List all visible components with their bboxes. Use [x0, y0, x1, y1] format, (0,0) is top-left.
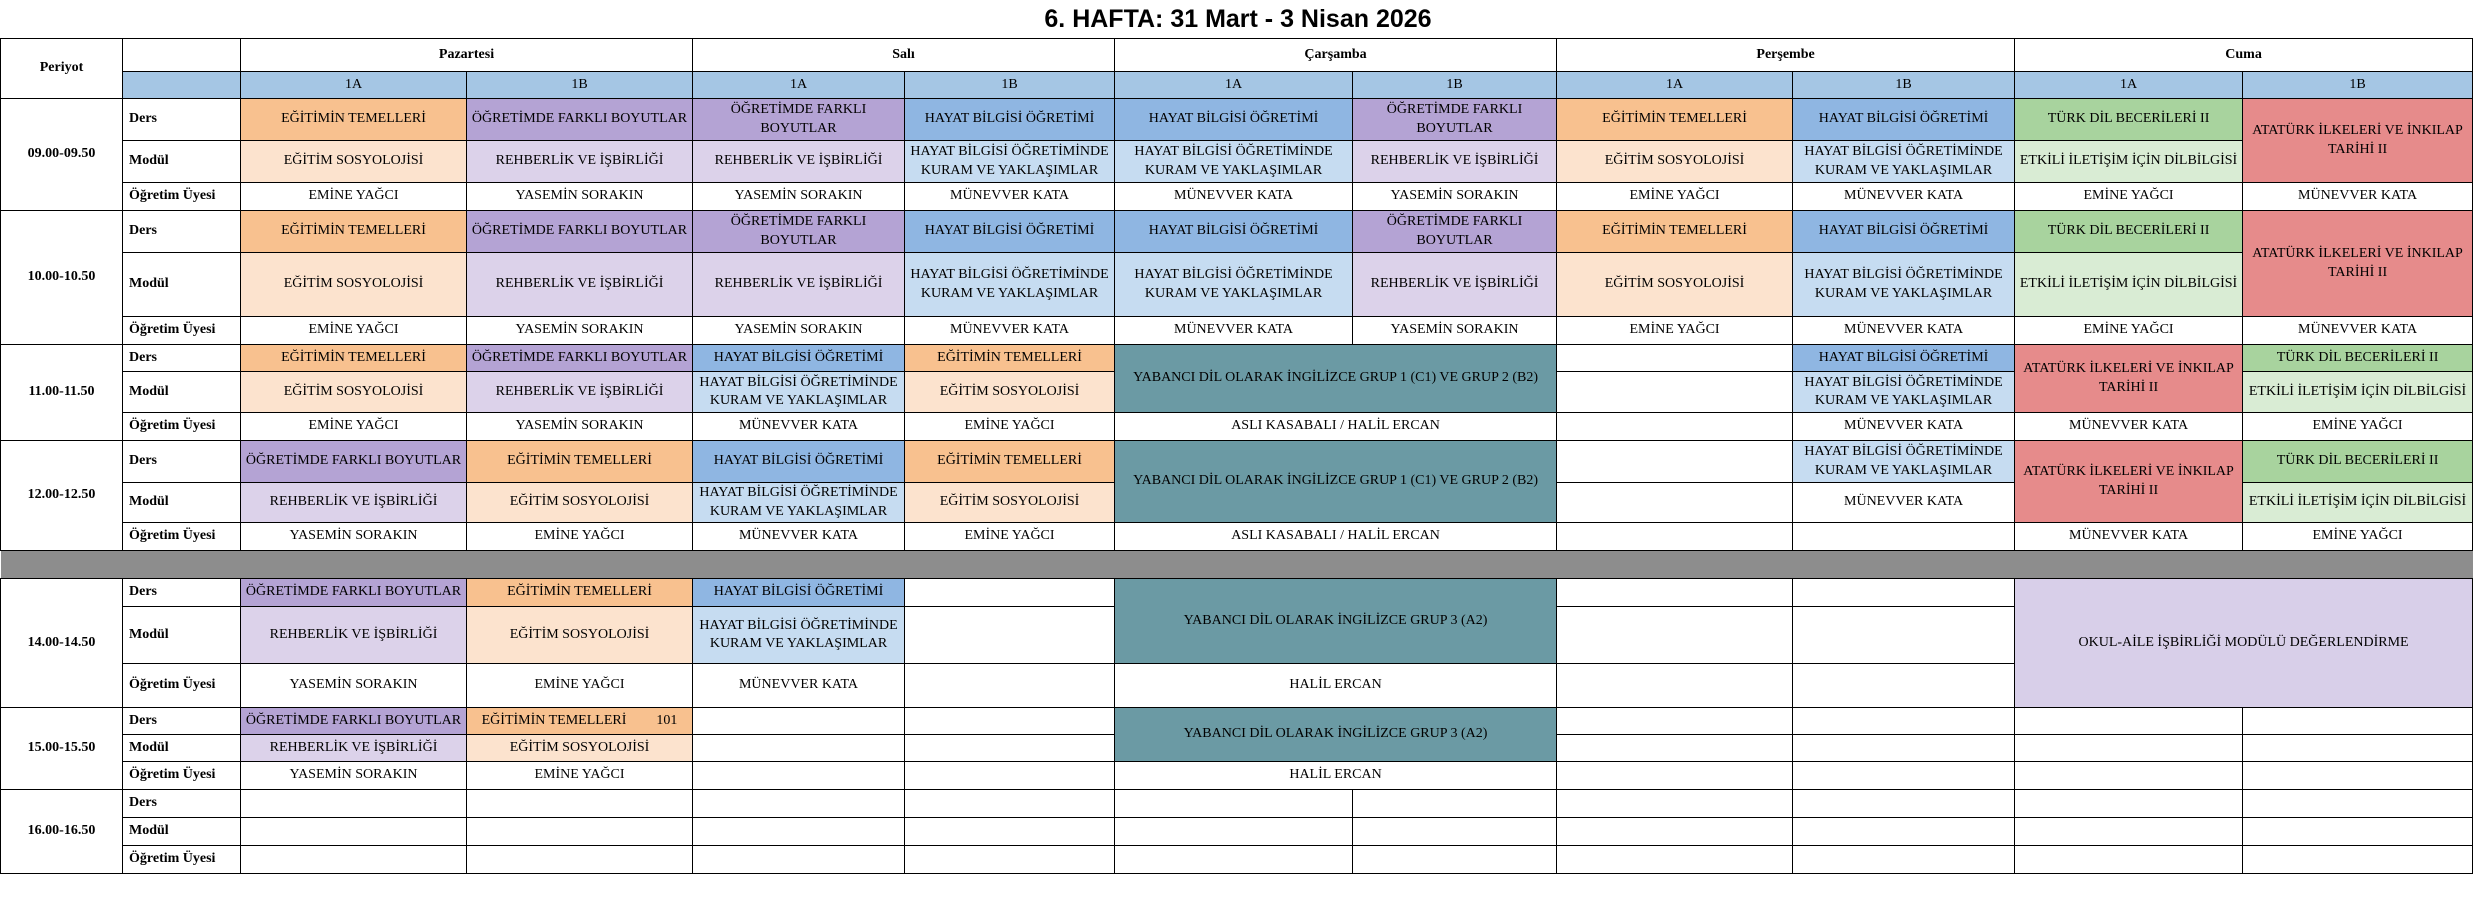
teacher-cell: EMİNE YAĞCI: [241, 183, 467, 211]
course-cell: YABANCI DİL OLARAK İNGİLİZCE GRUP 3 (A2): [1115, 579, 1557, 664]
teacher-cell: MÜNEVVER KATA: [2015, 413, 2243, 441]
day-pazartesi: Pazartesi: [241, 39, 693, 72]
empty-cell: [905, 818, 1115, 846]
empty-cell: [1793, 762, 2015, 790]
empty-cell: [1793, 818, 2015, 846]
module-cell: EĞİTİM SOSYOLOJİSİ: [241, 372, 467, 413]
course-cell: ÖĞRETİMDE FARKLI BOYUTLAR: [467, 99, 693, 141]
empty-cell: [905, 607, 1115, 664]
empty-cell: [1557, 579, 1793, 607]
empty-cell: [1557, 483, 1793, 523]
teacher-cell: EMİNE YAĞCI: [2015, 317, 2243, 345]
teacher-cell: EMİNE YAĞCI: [2015, 183, 2243, 211]
table-row: [1, 413, 2473, 441]
module-cell: REHBERLİK VE İŞBİRLİĞİ: [241, 735, 467, 762]
course-cell: ÖĞRETİMDE FARKLI BOYUTLAR: [693, 99, 905, 141]
teacher-cell: YASEMİN SORAKIN: [467, 317, 693, 345]
day-persembe: Perşembe: [1557, 39, 2015, 72]
empty-cell: [2015, 735, 2243, 762]
empty-cell: [2243, 818, 2473, 846]
period-label: 14.00-14.50: [1, 579, 123, 708]
teacher-cell: ASLI KASABALI / HALİL ERCAN: [1115, 523, 1557, 551]
empty-cell: [2015, 708, 2243, 735]
empty-cell: [241, 818, 467, 846]
table-row: [1, 211, 2473, 253]
empty-cell: [1793, 735, 2015, 762]
empty-cell: [1557, 818, 1793, 846]
row-label-ogretim-uyesi: Öğretim Üyesi: [123, 846, 241, 874]
empty-cell: [2243, 762, 2473, 790]
teacher-cell: MÜNEVVER KATA: [693, 523, 905, 551]
empty-cell: [1557, 790, 1793, 818]
teacher-cell: HALİL ERCAN: [1115, 762, 1557, 790]
row-label-ders: Ders: [123, 345, 241, 372]
row-label-modul: Modül: [123, 818, 241, 846]
course-cell: HAYAT BİLGİSİ ÖĞRETİMİ: [1793, 211, 2015, 253]
empty-cell: [1557, 664, 1793, 708]
group-1b: 1B: [905, 72, 1115, 99]
module-cell: EĞİTİM SOSYOLOJİSİ: [241, 253, 467, 317]
course-cell: YABANCI DİL OLARAK İNGİLİZCE GRUP 3 (A2): [1115, 708, 1557, 762]
module-cell: HAYAT BİLGİSİ ÖĞRETİMİNDE KURAM VE YAKLAŞIMLAR: [905, 141, 1115, 183]
module-cell: ETKİLİ İLETİŞİM İÇİN DİLBİLGİSİ: [2015, 253, 2243, 317]
empty-cell: [1115, 846, 1353, 874]
empty-cell: [693, 762, 905, 790]
course-cell: HAYAT BİLGİSİ ÖĞRETİMİ: [1793, 99, 2015, 141]
table-row: [1, 253, 2473, 317]
course-cell: EĞİTİMİN TEMELLERİ: [241, 211, 467, 253]
table-row: [1, 345, 2473, 372]
empty-cell: [1557, 441, 1793, 483]
teacher-cell: MÜNEVVER KATA: [1793, 183, 2015, 211]
module-cell: REHBERLİK VE İŞBİRLİĞİ: [241, 607, 467, 664]
empty-cell: [467, 818, 693, 846]
empty-cell: [1557, 846, 1793, 874]
course-cell: EĞİTİMİN TEMELLERİ: [1557, 99, 1793, 141]
row-label-ders: Ders: [123, 790, 241, 818]
teacher-cell: EMİNE YAĞCI: [905, 523, 1115, 551]
empty-cell: [467, 846, 693, 874]
course-name: EĞİTİMİN TEMELLERİ: [481, 712, 627, 728]
module-cell: REHBERLİK VE İŞBİRLİĞİ: [467, 372, 693, 413]
module-cell: EĞİTİM SOSYOLOJİSİ: [1557, 253, 1793, 317]
empty-cell: [905, 762, 1115, 790]
module-cell: HAYAT BİLGİSİ ÖĞRETİMİNDE KURAM VE YAKLAŞIMLAR: [1793, 253, 2015, 317]
empty-cell: [1115, 818, 1353, 846]
course-cell: ÖĞRETİMDE FARKLI BOYUTLAR: [241, 708, 467, 735]
group-1b: 1B: [467, 72, 693, 99]
group-1a: 1A: [1557, 72, 1793, 99]
table-row: [1, 141, 2473, 183]
module-cell: EĞİTİM SOSYOLOJİSİ: [467, 607, 693, 664]
row-label-ogretim-uyesi: Öğretim Üyesi: [123, 523, 241, 551]
empty-cell: [2243, 708, 2473, 735]
period-label: 15.00-15.50: [1, 708, 123, 790]
period-label: 09.00-09.50: [1, 99, 123, 211]
empty-cell: [1793, 523, 2015, 551]
group-1b: 1B: [1793, 72, 2015, 99]
blank-header: [123, 39, 241, 72]
course-cell: ÖĞRETİMDE FARKLI BOYUTLAR: [241, 579, 467, 607]
teacher-cell: MÜNEVVER KATA: [1793, 413, 2015, 441]
row-label-ders: Ders: [123, 441, 241, 483]
module-cell: EĞİTİM SOSYOLOJİSİ: [467, 483, 693, 523]
row-label-modul: Modül: [123, 141, 241, 183]
module-cell: REHBERLİK VE İŞBİRLİĞİ: [1353, 141, 1557, 183]
empty-cell: [693, 818, 905, 846]
course-cell: HAYAT BİLGİSİ ÖĞRETİMİ: [693, 441, 905, 483]
table-row: [1, 579, 2473, 607]
table-row: [1, 523, 2473, 551]
course-cell: TÜRK DİL BECERİLERİ II: [2015, 99, 2243, 141]
teacher-cell: YASEMİN SORAKIN: [1353, 183, 1557, 211]
group-1a: 1A: [2015, 72, 2243, 99]
teacher-cell: EMİNE YAĞCI: [241, 317, 467, 345]
empty-cell: [2243, 790, 2473, 818]
teacher-cell: EMİNE YAĞCI: [241, 413, 467, 441]
course-cell: ATATÜRK İLKELERİ VE İNKILAP TARİHİ II: [2015, 345, 2243, 413]
module-cell: ETKİLİ İLETİŞİM İÇİN DİLBİLGİSİ: [2243, 483, 2473, 523]
teacher-cell: MÜNEVVER KATA: [2243, 183, 2473, 211]
empty-cell: [905, 708, 1115, 735]
course-cell: HAYAT BİLGİSİ ÖĞRETİMİ: [905, 211, 1115, 253]
table-row: [1, 99, 2473, 141]
module-cell: HAYAT BİLGİSİ ÖĞRETİMİNDE KURAM VE YAKLAŞIMLAR: [693, 607, 905, 664]
course-cell: ÖĞRETİMDE FARKLI BOYUTLAR: [1353, 99, 1557, 141]
course-cell: EĞİTİMİN TEMELLERİ: [905, 441, 1115, 483]
empty-cell: [1557, 413, 1793, 441]
period-label: 12.00-12.50: [1, 441, 123, 551]
course-cell: ATATÜRK İLKELERİ VE İNKILAP TARİHİ II: [2243, 211, 2473, 317]
row-label-ders: Ders: [123, 579, 241, 607]
empty-cell: [1557, 372, 1793, 413]
teacher-cell: YASEMİN SORAKIN: [1353, 317, 1557, 345]
teacher-cell: HALİL ERCAN: [1115, 664, 1557, 708]
teacher-cell: ASLI KASABALI / HALİL ERCAN: [1115, 413, 1557, 441]
table-row: [1, 846, 2473, 874]
teacher-cell: MÜNEVVER KATA: [2015, 523, 2243, 551]
teacher-cell: YASEMİN SORAKIN: [467, 413, 693, 441]
empty-cell: [905, 790, 1115, 818]
course-cell: EĞİTİMİN TEMELLERİ: [905, 345, 1115, 372]
table-row: [1, 183, 2473, 211]
empty-cell: [1557, 607, 1793, 664]
module-cell: EĞİTİM SOSYOLOJİSİ: [905, 483, 1115, 523]
course-cell: HAYAT BİLGİSİ ÖĞRETİMİ: [693, 579, 905, 607]
course-cell: OKUL-AİLE İŞBİRLİĞİ MODÜLÜ DEĞERLENDİRME: [2015, 579, 2473, 708]
room-number: 101: [656, 712, 678, 728]
course-cell: ÖĞRETİMDE FARKLI BOYUTLAR: [467, 345, 693, 372]
course-cell: HAYAT BİLGİSİ ÖĞRETİMİ: [1115, 211, 1353, 253]
day-cuma: Cuma: [2015, 39, 2473, 72]
lunch-break-bar: [1, 551, 2473, 579]
empty-cell: [1557, 523, 1793, 551]
teacher-cell: EMİNE YAĞCI: [2243, 413, 2473, 441]
teacher-cell: EMİNE YAĞCI: [1557, 183, 1793, 211]
course-cell: TÜRK DİL BECERİLERİ II: [2243, 345, 2473, 372]
course-cell: ÖĞRETİMDE FARKLI BOYUTLAR: [693, 211, 905, 253]
row-label-modul: Modül: [123, 735, 241, 762]
teacher-cell: MÜNEVVER KATA: [693, 413, 905, 441]
module-cell: REHBERLİK VE İŞBİRLİĞİ: [467, 141, 693, 183]
course-cell: HAYAT BİLGİSİ ÖĞRETİMİ: [1793, 345, 2015, 372]
course-cell: YABANCI DİL OLARAK İNGİLİZCE GRUP 1 (C1) VE GRUP 2 (B2): [1115, 441, 1557, 523]
module-cell: EĞİTİM SOSYOLOJİSİ: [1557, 141, 1793, 183]
group-header-blank: [123, 72, 241, 99]
module-cell: HAYAT BİLGİSİ ÖĞRETİMİNDE KURAM VE YAKLAŞIMLAR: [1793, 141, 2015, 183]
teacher-cell: EMİNE YAĞCI: [905, 413, 1115, 441]
teacher-cell: YASEMİN SORAKIN: [241, 664, 467, 708]
empty-cell: [2243, 846, 2473, 874]
empty-cell: [693, 846, 905, 874]
row-label-ders: Ders: [123, 708, 241, 735]
teacher-cell: MÜNEVVER KATA: [905, 317, 1115, 345]
teacher-cell: YASEMİN SORAKIN: [241, 762, 467, 790]
course-cell: EĞİTİMİN TEMELLERİ: [241, 99, 467, 141]
teacher-cell: YASEMİN SORAKIN: [693, 183, 905, 211]
empty-cell: [1793, 579, 2015, 607]
row-label-modul: Modül: [123, 483, 241, 523]
page-title: 6. HAFTA: 31 Mart - 3 Nisan 2026: [1044, 4, 1432, 33]
module-cell: HAYAT BİLGİSİ ÖĞRETİMİNDE KURAM VE YAKLAŞIMLAR: [905, 253, 1115, 317]
row-label-ogretim-uyesi: Öğretim Üyesi: [123, 762, 241, 790]
empty-cell: [1353, 818, 1557, 846]
empty-cell: [905, 579, 1115, 607]
table-row: [1, 317, 2473, 345]
day-carsamba: Çarşamba: [1115, 39, 1557, 72]
module-cell: REHBERLİK VE İŞBİRLİĞİ: [1353, 253, 1557, 317]
empty-cell: [905, 735, 1115, 762]
period-label: 16.00-16.50: [1, 790, 123, 874]
teacher-cell: MÜNEVVER KATA: [2243, 317, 2473, 345]
module-cell: REHBERLİK VE İŞBİRLİĞİ: [693, 141, 905, 183]
group-1a: 1A: [693, 72, 905, 99]
row-label-ders: Ders: [123, 211, 241, 253]
empty-cell: [1557, 735, 1793, 762]
table-row: [1, 818, 2473, 846]
group-header-row: [1, 72, 2473, 99]
empty-cell: [693, 708, 905, 735]
course-cell: EĞİTİMİN TEMELLERİ: [241, 345, 467, 372]
teacher-cell: EMİNE YAĞCI: [2243, 523, 2473, 551]
row-label-ogretim-uyesi: Öğretim Üyesi: [123, 413, 241, 441]
empty-cell: [1793, 708, 2015, 735]
teacher-cell: MÜNEVVER KATA: [1115, 317, 1353, 345]
empty-cell: [1793, 607, 2015, 664]
day-header-row: [1, 39, 2473, 72]
teacher-cell: MÜNEVVER KATA: [1793, 317, 2015, 345]
period-label: 10.00-10.50: [1, 211, 123, 345]
empty-cell: [693, 790, 905, 818]
course-cell: ÖĞRETİMDE FARKLI BOYUTLAR: [241, 441, 467, 483]
empty-cell: [241, 846, 467, 874]
empty-cell: [2015, 846, 2243, 874]
empty-cell: [1557, 762, 1793, 790]
table-row: [1, 790, 2473, 818]
table-row: [1, 762, 2473, 790]
period-label: 11.00-11.50: [1, 345, 123, 441]
row-label-ogretim-uyesi: Öğretim Üyesi: [123, 317, 241, 345]
empty-cell: [905, 664, 1115, 708]
module-cell: EĞİTİM SOSYOLOJİSİ: [241, 141, 467, 183]
group-1b: 1B: [1353, 72, 1557, 99]
teacher-cell: YASEMİN SORAKIN: [241, 523, 467, 551]
teacher-cell: EMİNE YAĞCI: [467, 523, 693, 551]
module-cell: REHBERLİK VE İŞBİRLİĞİ: [693, 253, 905, 317]
group-1a: 1A: [1115, 72, 1353, 99]
empty-cell: [1793, 790, 2015, 818]
course-cell: TÜRK DİL BECERİLERİ II: [2015, 211, 2243, 253]
course-cell: ATATÜRK İLKELERİ VE İNKILAP TARİHİ II: [2243, 99, 2473, 183]
row-label-ogretim-uyesi: Öğretim Üyesi: [123, 183, 241, 211]
module-cell: HAYAT BİLGİSİ ÖĞRETİMİNDE KURAM VE YAKLAŞIMLAR: [1793, 441, 2015, 483]
module-cell: REHBERLİK VE İŞBİRLİĞİ: [467, 253, 693, 317]
module-cell: ETKİLİ İLETİŞİM İÇİN DİLBİLGİSİ: [2243, 372, 2473, 413]
course-cell: ÖĞRETİMDE FARKLI BOYUTLAR: [467, 211, 693, 253]
teacher-cell: YASEMİN SORAKIN: [693, 317, 905, 345]
course-cell: HAYAT BİLGİSİ ÖĞRETİMİ: [693, 345, 905, 372]
teacher-cell: MÜNEVVER KATA: [1793, 483, 2015, 523]
periyot-header: Periyot: [1, 39, 123, 99]
module-cell: HAYAT BİLGİSİ ÖĞRETİMİNDE KURAM VE YAKLAŞIMLAR: [1115, 253, 1353, 317]
empty-cell: [467, 790, 693, 818]
module-cell: HAYAT BİLGİSİ ÖĞRETİMİNDE KURAM VE YAKLAŞIMLAR: [693, 372, 905, 413]
empty-cell: [2015, 818, 2243, 846]
empty-cell: [1115, 790, 1353, 818]
course-cell: EĞİTİMİN TEMELLERİ: [1557, 211, 1793, 253]
group-1b: 1B: [2243, 72, 2473, 99]
empty-cell: [2015, 790, 2243, 818]
module-cell: EĞİTİM SOSYOLOJİSİ: [467, 735, 693, 762]
teacher-cell: EMİNE YAĞCI: [1557, 317, 1793, 345]
empty-cell: [1793, 664, 2015, 708]
table-row: [1, 708, 2473, 735]
module-cell: HAYAT BİLGİSİ ÖĞRETİMİNDE KURAM VE YAKLAŞIMLAR: [693, 483, 905, 523]
row-label-modul: Modül: [123, 372, 241, 413]
row-label-ogretim-uyesi: Öğretim Üyesi: [123, 664, 241, 708]
course-cell: HAYAT BİLGİSİ ÖĞRETİMİ: [905, 99, 1115, 141]
group-1a: 1A: [241, 72, 467, 99]
empty-cell: [905, 846, 1115, 874]
empty-cell: [2243, 735, 2473, 762]
empty-cell: [1557, 345, 1793, 372]
lunch-break-row: [1, 551, 2473, 579]
teacher-cell: EMİNE YAĞCI: [467, 762, 693, 790]
teacher-cell: MÜNEVVER KATA: [1115, 183, 1353, 211]
module-cell: ETKİLİ İLETİŞİM İÇİN DİLBİLGİSİ: [2015, 141, 2243, 183]
module-cell: HAYAT BİLGİSİ ÖĞRETİMİNDE KURAM VE YAKLAŞIMLAR: [1793, 372, 2015, 413]
row-label-modul: Modül: [123, 607, 241, 664]
empty-cell: [1353, 846, 1557, 874]
teacher-cell: EMİNE YAĞCI: [467, 664, 693, 708]
table-row: [1, 441, 2473, 483]
course-cell: ATATÜRK İLKELERİ VE İNKILAP TARİHİ II: [2015, 441, 2243, 523]
empty-cell: [1557, 708, 1793, 735]
empty-cell: [1353, 790, 1557, 818]
course-cell: YABANCI DİL OLARAK İNGİLİZCE GRUP 1 (C1) VE GRUP 2 (B2): [1115, 345, 1557, 413]
row-label-modul: Modül: [123, 253, 241, 317]
empty-cell: [2015, 762, 2243, 790]
teacher-cell: YASEMİN SORAKIN: [467, 183, 693, 211]
empty-cell: [1793, 846, 2015, 874]
course-cell: TÜRK DİL BECERİLERİ II: [2243, 441, 2473, 483]
module-cell: REHBERLİK VE İŞBİRLİĞİ: [241, 483, 467, 523]
teacher-cell: MÜNEVVER KATA: [693, 664, 905, 708]
empty-cell: [693, 735, 905, 762]
course-cell: ÖĞRETİMDE FARKLI BOYUTLAR: [1353, 211, 1557, 253]
teacher-cell: MÜNEVVER KATA: [905, 183, 1115, 211]
module-cell: HAYAT BİLGİSİ ÖĞRETİMİNDE KURAM VE YAKLAŞIMLAR: [1115, 141, 1353, 183]
course-cell: [467, 708, 693, 735]
row-label-ders: Ders: [123, 99, 241, 141]
course-cell: EĞİTİMİN TEMELLERİ: [467, 579, 693, 607]
course-cell: HAYAT BİLGİSİ ÖĞRETİMİ: [1115, 99, 1353, 141]
timetable: [0, 38, 2473, 874]
day-sali: Salı: [693, 39, 1115, 72]
empty-cell: [241, 790, 467, 818]
course-cell: EĞİTİMİN TEMELLERİ: [467, 441, 693, 483]
module-cell: EĞİTİM SOSYOLOJİSİ: [905, 372, 1115, 413]
